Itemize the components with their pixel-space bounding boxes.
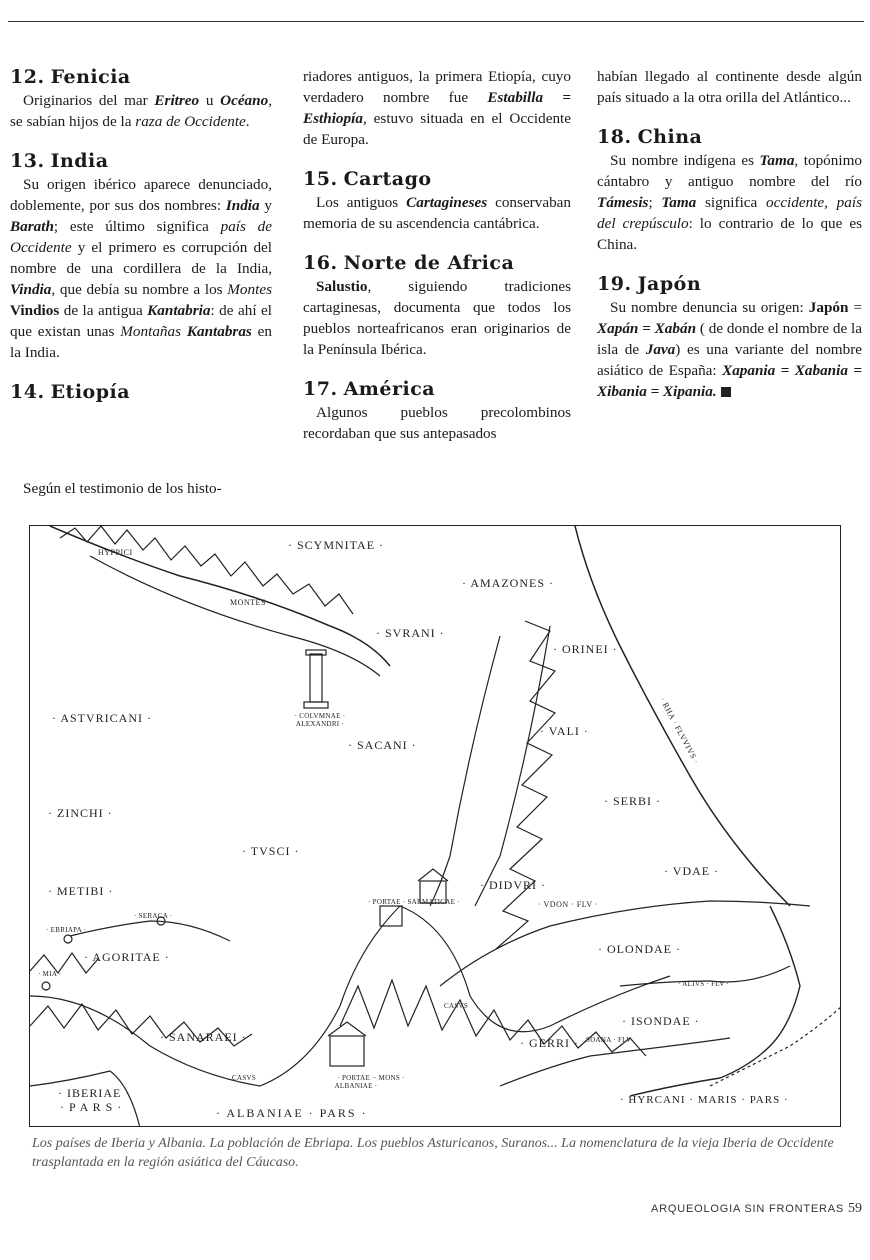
text-run: Tama bbox=[759, 152, 795, 169]
text-run: Xapania = Xabania = Xibania = Xipania. bbox=[597, 362, 863, 400]
section-heading bbox=[597, 126, 862, 148]
text-run: : de ahí el que existan unas bbox=[10, 302, 272, 340]
section-title: Fenicia bbox=[50, 66, 131, 88]
text-run: Océano bbox=[220, 92, 269, 109]
text-run: . bbox=[245, 113, 250, 130]
text-run: ; bbox=[648, 194, 662, 211]
map-caption: Los países de Iberia y Albania. La población de Ebriapa. Los pueblos Asturicanos, Suranos... La nomenclatura de la vieja Iberia de Occidente trasplantada en la región asiática del Cáucaso. bbox=[32, 1136, 834, 1170]
text-run: Montes bbox=[227, 281, 272, 298]
text-run: Kantabria bbox=[147, 302, 211, 319]
text-run: , topónimo cántabro y antiguo nombre del río bbox=[597, 152, 862, 190]
section-heading bbox=[10, 66, 272, 88]
map-label-zinchi: · ZINCHI · bbox=[48, 806, 113, 820]
text-run: , se sabían hijos de la bbox=[10, 92, 272, 130]
map-label-vali: · VALI · bbox=[540, 724, 589, 738]
section-body bbox=[597, 297, 862, 402]
map-label-gerri: · GERRI · bbox=[520, 1036, 579, 1050]
text-run: = bbox=[848, 299, 862, 316]
text-run: Eritreo bbox=[154, 92, 200, 109]
section-india bbox=[10, 150, 272, 363]
text-run: Tama bbox=[661, 194, 697, 211]
text-run: en la India. bbox=[10, 323, 273, 361]
section-number: 14. bbox=[10, 381, 45, 403]
map-label-scymnitae: · SCYMNITAE · bbox=[288, 538, 385, 552]
text-run: Su nombre denuncia su origen: bbox=[610, 299, 809, 316]
section-body bbox=[597, 66, 862, 108]
section-japon bbox=[597, 273, 862, 402]
end-of-article-mark bbox=[721, 387, 731, 397]
map-label-montes: MONTES bbox=[230, 598, 266, 607]
text-column-1 bbox=[10, 66, 272, 419]
section-number: 13. bbox=[10, 150, 45, 172]
map-label-alius-flv: · ALIVS · FLV · bbox=[678, 980, 730, 988]
section-body bbox=[10, 478, 272, 499]
text-run: Salustio bbox=[316, 278, 368, 295]
section-body bbox=[10, 90, 272, 132]
text-run: Su origen ibérico aparece denunciado, doblemente, por sus dos nombres: bbox=[10, 176, 272, 214]
section-body bbox=[303, 276, 571, 360]
map-label-sacani: · SACANI · bbox=[348, 738, 417, 752]
section-norte-de-africa bbox=[303, 252, 571, 360]
historical-map bbox=[29, 525, 841, 1127]
section-number: 17. bbox=[303, 378, 338, 400]
map-label-hyppici: HYPPICI bbox=[98, 548, 133, 557]
section-number: 19. bbox=[597, 273, 632, 295]
map-label-olondae: · OLONDAE · bbox=[598, 942, 681, 956]
section-title: China bbox=[637, 126, 703, 148]
section-america bbox=[303, 378, 571, 444]
top-rule bbox=[8, 21, 864, 22]
america-body-continued bbox=[597, 66, 862, 108]
text-run: Barath bbox=[10, 218, 54, 235]
map-label-hyrcani-maris-pars: · HYRCANI · MARIS · PARS · bbox=[620, 1094, 789, 1106]
text-run: Algunos pueblos precolombinos recordaban que sus antepasados bbox=[303, 404, 571, 442]
text-run: y bbox=[259, 197, 273, 214]
text-run: Cartagineses bbox=[406, 194, 488, 211]
text-run: Según el testimonio de los histo- bbox=[23, 480, 222, 497]
text-run: de la antigua bbox=[59, 302, 148, 319]
text-run: ) es una variante del nombre asiático de España: bbox=[597, 341, 862, 379]
map-label-metibi: · METIBI · bbox=[48, 884, 114, 898]
text-run: Támesis bbox=[597, 194, 649, 211]
section-etiopia bbox=[10, 381, 272, 403]
text-column-2 bbox=[303, 66, 571, 460]
map-label-asturicani: · ASTVRICANI · bbox=[52, 711, 152, 725]
map-label-mons: · MONS · bbox=[374, 1074, 405, 1082]
map-label-seraca: · SERACA · bbox=[134, 912, 173, 920]
map-label-orinei: · ORINEI · bbox=[553, 642, 618, 656]
text-run: significa bbox=[696, 194, 766, 211]
text-run: Su nombre indígena es bbox=[610, 152, 760, 169]
map-label-vdae: · VDAE · bbox=[664, 864, 720, 878]
section-heading bbox=[10, 150, 272, 172]
text-run: Xapán = Xabán bbox=[597, 320, 697, 337]
section-china bbox=[597, 126, 862, 255]
map-label-portae-sarmaticae: · PORTAE · SARMATICAE · bbox=[368, 898, 460, 906]
section-title: Etiopía bbox=[50, 381, 131, 403]
map-label-iberiae: · IBERIAE · bbox=[58, 1086, 131, 1100]
section-body bbox=[303, 192, 571, 234]
map-label-sanaraei: · SANARAEI · bbox=[160, 1030, 247, 1044]
section-title: Cartago bbox=[343, 168, 432, 190]
section-number: 16. bbox=[303, 252, 338, 274]
map-label-albaniae-pars: · ALBANIAE · PARS · bbox=[216, 1106, 368, 1120]
section-fenicia bbox=[10, 66, 272, 132]
map-label-casus-lower: CASVS bbox=[232, 1074, 257, 1082]
text-run: occidente, país del crepúsculo bbox=[597, 194, 862, 232]
text-run: Vindios bbox=[10, 302, 60, 319]
section-title: América bbox=[343, 378, 436, 400]
page-number: 59 bbox=[848, 1201, 862, 1216]
text-run: Japón bbox=[808, 299, 849, 316]
section-heading bbox=[10, 381, 272, 403]
text-run: Montañas bbox=[120, 323, 182, 340]
text-column-3 bbox=[597, 66, 862, 418]
map-label-ebriapa: · EBRIAPA · bbox=[46, 926, 87, 934]
map-label-rha-fluvius: · RHA · FLVVIVS · bbox=[658, 696, 701, 766]
text-run: Kantabras bbox=[186, 323, 252, 340]
map-label-pars: · P A R S · bbox=[60, 1100, 123, 1114]
text-run: India bbox=[225, 197, 260, 214]
section-title: Japón bbox=[637, 273, 702, 295]
map-label-serbi: · SERBI · bbox=[604, 794, 661, 808]
section-title: Norte de Africa bbox=[343, 252, 515, 274]
map-label-surani: · SVRANI · bbox=[376, 626, 445, 640]
map-label-portae-albaniae: · PORTAE · ALBANIAE · bbox=[334, 1074, 378, 1090]
map-label-vdon-flv: · VDON · FLV · bbox=[538, 900, 599, 909]
text-run: ; este último significa bbox=[53, 218, 221, 235]
text-run: u bbox=[199, 92, 221, 109]
text-run: y el primero es corrupción del nombre de una cordillera de la India, bbox=[10, 239, 272, 277]
section-number: 12. bbox=[10, 66, 45, 88]
section-heading bbox=[303, 378, 571, 400]
map-label-agoritae: · AGORITAE · bbox=[84, 950, 170, 964]
text-run: conservaban memoria de su ascendencia cantábrica. bbox=[303, 194, 571, 232]
etiopia-body-part1 bbox=[10, 478, 272, 499]
section-body bbox=[303, 402, 571, 444]
map-label-isondae: · ISONDAE · bbox=[622, 1014, 700, 1028]
etiopia-body-continued bbox=[303, 66, 571, 150]
publication-name: ARQUEOLOGIA SIN FRONTERAS bbox=[651, 1203, 844, 1215]
map-label-columnae-alexandri: · COLVMNAE · ALEXANDRI · bbox=[294, 712, 346, 728]
text-run: raza de Occidente bbox=[135, 113, 246, 130]
text-run: Vindia bbox=[10, 281, 52, 298]
section-cartago bbox=[303, 168, 571, 234]
section-number: 15. bbox=[303, 168, 338, 190]
text-run: : lo contrario de lo que es China. bbox=[597, 215, 862, 253]
text-run: Originarios del mar bbox=[23, 92, 155, 109]
text-run: , que debía su nombre a los bbox=[51, 281, 228, 298]
section-number: 18. bbox=[597, 126, 632, 148]
text-run: ( de donde el nombre de la isla de bbox=[597, 320, 862, 358]
map-label-soana-flv: SOANA · FLV bbox=[586, 1036, 632, 1044]
text-run: , siguiendo tradiciones cartaginesas, documenta que todos los pueblos norteafricanos eran originarios de la Península Ibérica. bbox=[303, 278, 571, 358]
text-run: país de Occidente bbox=[10, 218, 272, 256]
section-body bbox=[10, 174, 272, 363]
section-body bbox=[597, 150, 862, 255]
section-heading bbox=[597, 273, 862, 295]
map-label-tusci: · TVSCI · bbox=[242, 844, 300, 858]
section-title: India bbox=[50, 150, 109, 172]
section-heading bbox=[303, 252, 571, 274]
page-footer bbox=[651, 1201, 862, 1217]
section-heading bbox=[303, 168, 571, 190]
text-run: habían llegado al continente desde algún país situado a la otra orilla del Atlántico... bbox=[597, 68, 862, 106]
text-run: Java bbox=[645, 341, 676, 358]
map-label-casus-upper: CASVS bbox=[444, 1002, 469, 1010]
text-run: Los antiguos bbox=[316, 194, 407, 211]
text-run: riadores antiguos, la primera Etiopía, cuyo verdadero nombre fue Estabilla = Esthiopía, estuvo situada en el Occidente de Europa. bbox=[303, 68, 571, 148]
map-label-amazones: · AMAZONES · bbox=[462, 576, 554, 590]
section-body bbox=[303, 66, 571, 150]
map-label-mia: · MIA · bbox=[38, 970, 62, 978]
map-drawing bbox=[30, 526, 841, 1127]
map-label-didvri: · DIDVRI · bbox=[480, 878, 546, 892]
